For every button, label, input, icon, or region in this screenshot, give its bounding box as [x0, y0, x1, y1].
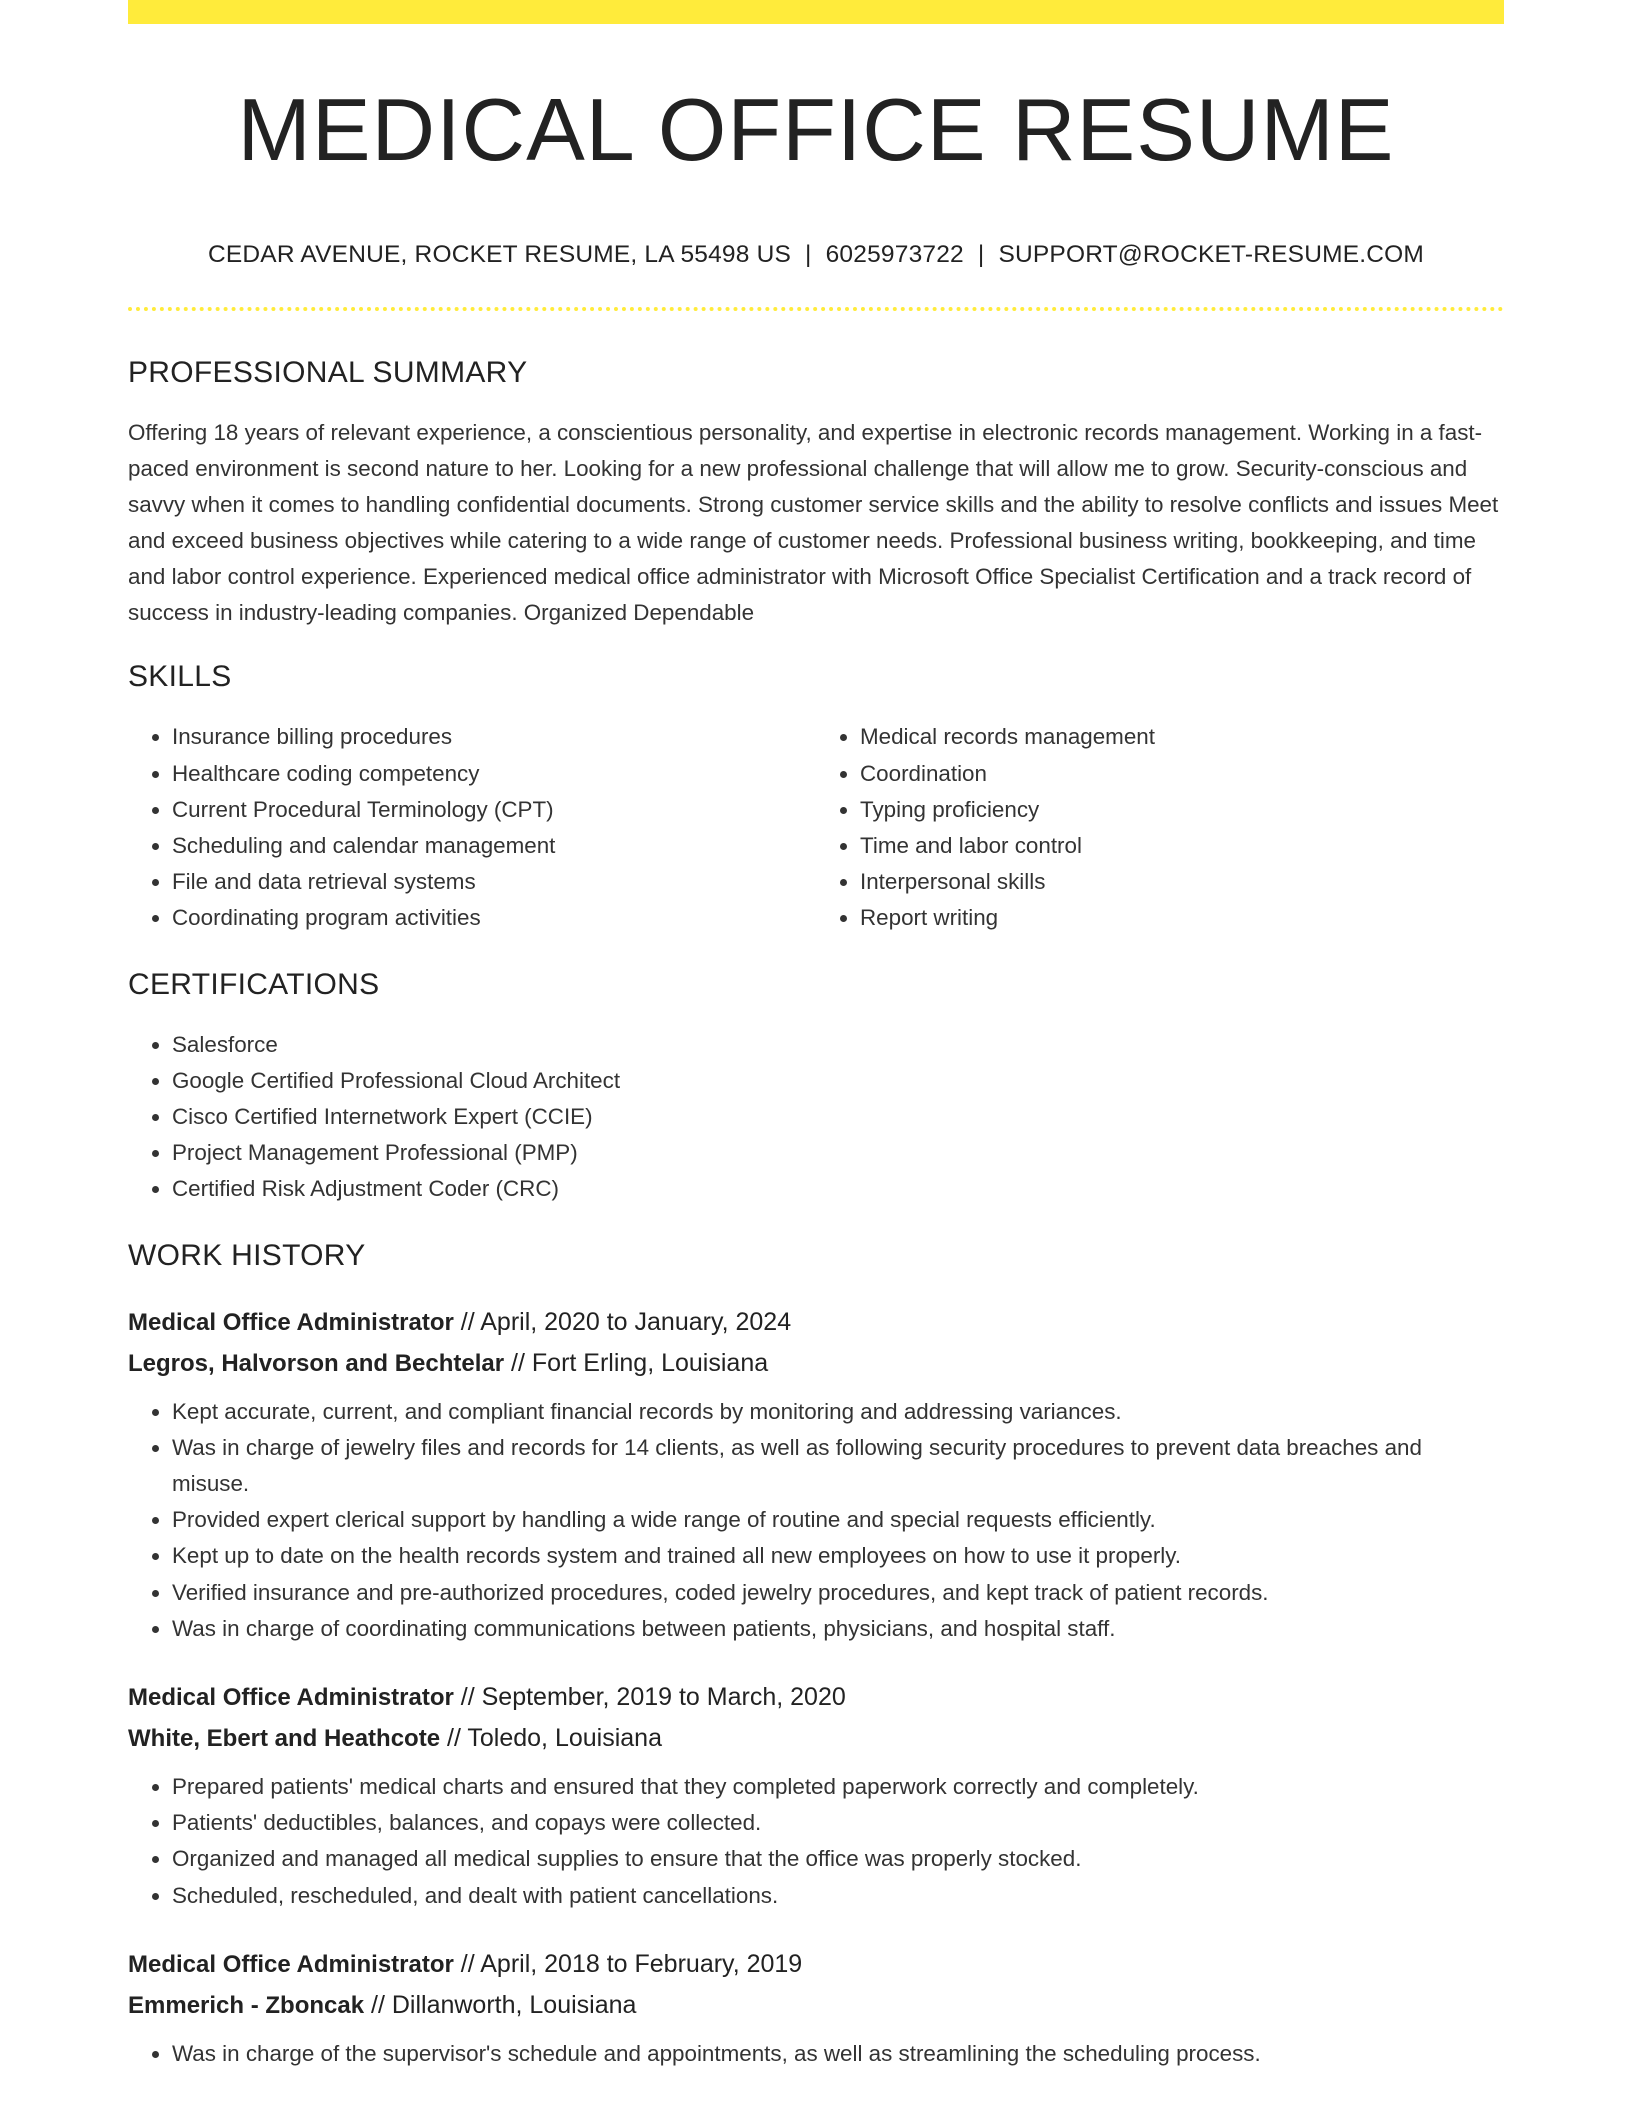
- job-bullet: • Kept accurate, current, and compliant financial records by monitoring and addressing variances.: [172, 1394, 1504, 1430]
- certifications-heading: CERTIFICATIONS: [128, 967, 380, 1001]
- job-bullets: [128, 1769, 1504, 1914]
- job-bullet: • Was in charge of the supervisor's schedule and appointments, as well as streamlining the scheduling process.: [172, 2036, 1504, 2072]
- skill-item: • Insurance billing procedures: [172, 719, 816, 755]
- job-bullets: [128, 2036, 1504, 2072]
- job-company: White, Ebert and Heathcote: [128, 1725, 441, 1753]
- skills-heading: SKILLS: [128, 660, 232, 694]
- job-company-line: [128, 1985, 1504, 2026]
- job-bullet: • Scheduled, rescheduled, and dealt with patient cancellations.: [172, 1878, 1504, 1914]
- job-title: Medical Office Administrator: [128, 1308, 454, 1336]
- work-history-heading: WORK HISTORY: [128, 1238, 366, 1272]
- job-bullet: • Organized and managed all medical supplies to ensure that the office was properly stocked.: [172, 1841, 1504, 1877]
- job-location: // Dillanworth, Louisiana: [364, 1990, 637, 2019]
- job-dates: // April, 2018 to February, 2019: [453, 1949, 803, 1978]
- job-title: Medical Office Administrator: [128, 1950, 454, 1978]
- certifications-list: [128, 1027, 1504, 1208]
- job-bullet: • Prepared patients' medical charts and ensured that they completed paperwork correctly and completely.: [172, 1769, 1504, 1805]
- job-dates: // September, 2019 to March, 2020: [453, 1683, 846, 1712]
- job-title: Medical Office Administrator: [128, 1684, 454, 1712]
- skill-item: • Scheduling and calendar management: [172, 828, 816, 864]
- summary-heading: PROFESSIONAL SUMMARY: [128, 356, 528, 390]
- job-title-line: [128, 1677, 1504, 1718]
- certification-item: • Cisco Certified Internetwork Expert (CCIE): [172, 1099, 1504, 1135]
- job-entry: [128, 1944, 1504, 2072]
- job-title-line: [128, 1302, 1504, 1343]
- job-bullet: • Provided expert clerical support by handling a wide range of routine and special requests efficiently.: [172, 1502, 1504, 1538]
- certification-item: • Project Management Professional (PMP): [172, 1135, 1504, 1171]
- contact-email: SUPPORT@ROCKET-RESUME.COM: [998, 241, 1424, 268]
- job-location: // Fort Erling, Louisiana: [504, 1348, 769, 1377]
- job-title-line: [128, 1944, 1504, 1985]
- skills-columns: [128, 719, 1504, 936]
- job-company-line: [128, 1718, 1504, 1759]
- skills-right-list: [816, 719, 1504, 936]
- job-dates: // April, 2020 to January, 2024: [453, 1307, 792, 1336]
- job-bullet: • Was in charge of jewelry files and records for 14 clients, as well as following security procedures to prevent data breaches and misuse.: [172, 1430, 1504, 1502]
- skill-item: • Coordinating program activities: [172, 900, 816, 936]
- certification-item: • Certified Risk Adjustment Coder (CRC): [172, 1171, 1504, 1207]
- certification-item: • Salesforce: [172, 1027, 1504, 1063]
- job-company: Emmerich - Zboncak: [128, 1991, 365, 2019]
- job-bullet: • Patients' deductibles, balances, and copays were collected.: [172, 1805, 1504, 1841]
- dotted-divider: [128, 307, 1504, 311]
- job-bullet: • Was in charge of coordinating communications between patients, physicians, and hospital staff.: [172, 1611, 1504, 1647]
- contact-line: [128, 240, 1504, 269]
- skill-item: • Interpersonal skills: [860, 864, 1504, 900]
- job-location: // Toledo, Louisiana: [440, 1724, 662, 1753]
- contact-separator: |: [977, 241, 985, 268]
- skill-item: • Current Procedural Terminology (CPT): [172, 792, 816, 828]
- skills-left-list: [128, 719, 816, 936]
- skill-item: • File and data retrieval systems: [172, 864, 816, 900]
- skill-item: • Coordination: [860, 756, 1504, 792]
- skill-item: • Typing proficiency: [860, 792, 1504, 828]
- job-bullet: • Kept up to date on the health records system and trained all new employees on how to use it properly.: [172, 1538, 1504, 1574]
- skill-item: • Healthcare coding competency: [172, 756, 816, 792]
- job-entry: [128, 1677, 1504, 1914]
- job-company: Legros, Halvorson and Bechtelar: [128, 1349, 505, 1377]
- job-bullets: [128, 1394, 1504, 1647]
- resume-title: MEDICAL OFFICE RESUME: [237, 80, 1395, 179]
- certification-item: • Google Certified Professional Cloud Architect: [172, 1063, 1504, 1099]
- contact-separator: |: [805, 241, 812, 268]
- accent-top-bar: [128, 0, 1504, 24]
- job-bullet: • Verified insurance and pre-authorized procedures, coded jewelry procedures, and kept track of patient records.: [172, 1575, 1504, 1611]
- contact-address: CEDAR AVENUE, ROCKET RESUME, LA 55498 US: [207, 241, 792, 268]
- skill-item: • Medical records management: [860, 719, 1504, 755]
- skill-item: • Report writing: [860, 900, 1504, 936]
- summary-text: Offering 18 years of relevant experience, a conscientious personality, and expertise in electronic records management. Working in a fast-paced environment is second nature to her. Looking for a new professional challenge that will allow me to grow. Security-conscious and savvy when it comes to handling confidential documents. Strong customer service skills and the ability to resolve conflicts and issues Meet and exceed business objectives while catering to a wide range of customer needs. Professional business writing, bookkeeping, and time and labor control experience. Experienced medical office administrator with Microsoft Office Specialist Certification and a track record of success in industry-leading companies. Organized Dependable: [128, 420, 1499, 626]
- skill-item: • Time and labor control: [860, 828, 1504, 864]
- job-company-line: [128, 1343, 1504, 1384]
- job-entry: [128, 1302, 1504, 1647]
- contact-phone: 6025973722: [825, 241, 964, 268]
- resume-page: [128, 0, 1504, 2072]
